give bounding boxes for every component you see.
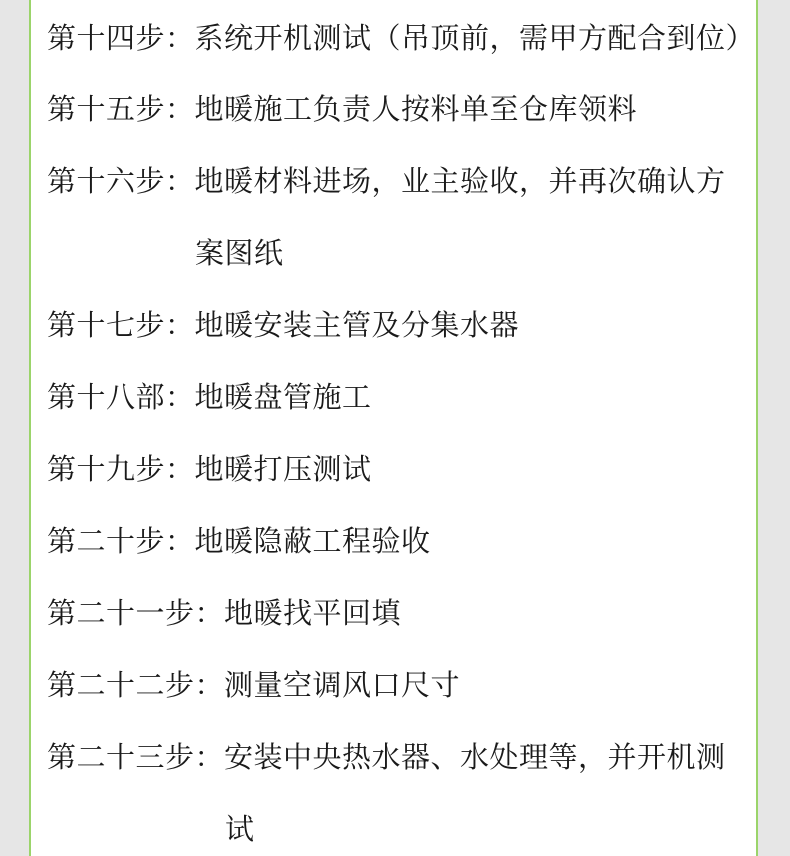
step-text: 地暖盘管施工 <box>194 380 372 414</box>
step-14 <box>47 20 755 56</box>
step-label: 第十五步： <box>47 92 195 126</box>
step-text: 地暖材料进场，业主验收，并再次确认方 <box>194 164 726 198</box>
step-text: 地暖安装主管及分集水器 <box>194 308 520 342</box>
step-19 <box>47 451 372 487</box>
step-text: 系统开机测试（吊顶前，需甲方配合到位） <box>194 21 756 55</box>
step-label: 第二十一步： <box>47 596 225 630</box>
step-text: 安装中央热水器、水处理等，并开机测 <box>224 740 726 774</box>
step-17 <box>47 307 519 343</box>
step-23-continuation: 试 <box>225 812 255 846</box>
step-label: 第十七步： <box>47 308 195 342</box>
step-20 <box>47 523 431 559</box>
step-16 <box>47 163 726 199</box>
step-text: 地暖打压测试 <box>194 452 372 486</box>
step-text: 地暖找平回填 <box>224 596 402 630</box>
step-22 <box>47 667 460 703</box>
step-label: 第二十二步： <box>47 668 225 702</box>
step-label: 第十八部： <box>47 380 195 414</box>
step-label: 第十六步： <box>47 164 195 198</box>
step-text: 地暖隐蔽工程验收 <box>194 524 431 558</box>
step-18 <box>47 379 372 415</box>
step-label: 第十九步： <box>47 452 195 486</box>
step-15 <box>47 91 637 127</box>
step-23 <box>47 739 726 775</box>
step-21 <box>47 595 401 631</box>
step-label: 第二十步： <box>47 524 195 558</box>
step-16-continuation: 案图纸 <box>195 236 284 270</box>
step-text: 测量空调风口尺寸 <box>224 668 461 702</box>
step-text: 地暖施工负责人按料单至仓库领料 <box>194 92 638 126</box>
step-label: 第十四步： <box>47 21 195 55</box>
content-card <box>29 0 758 856</box>
step-label: 第二十三步： <box>47 740 225 774</box>
